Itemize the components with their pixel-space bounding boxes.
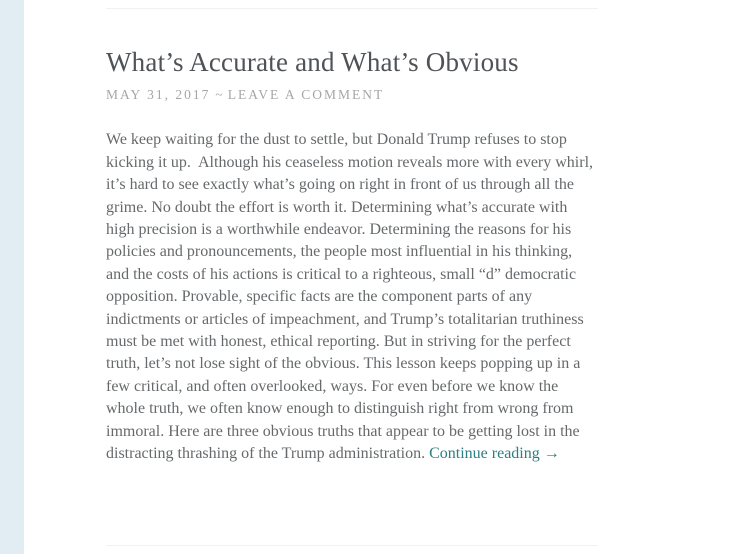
leave-a-comment-link[interactable]: LEAVE A COMMENT	[227, 87, 385, 103]
post-title	[106, 46, 598, 78]
meta-separator: ~	[215, 87, 223, 103]
post-excerpt	[106, 129, 598, 465]
excerpt-text: We keep waiting for the dust to settle, but Donald Trump refuses to stop kicking it up. Although his ceaseless motion reveals more with every whirl, it’s hard to see exactly what’s going on right in front of us through all the grime. No doubt the effort is worth it. Determining what’s accurate with high precision is a worthwhile endeavor. Determining the reasons for his policies and pronouncements, the people most influential in his thinking, and the costs of his actions is critical to a righteous, small “d” democratic opposition. Provable, specific facts are the component parts of any indictments or articles of impeachment, and Trump’s totalitarian truthiness must be met with honest, ethical reporting. But in striving for the perfect truth, let’s not lose sight of the obvious. This lesson keeps popping up in a few critical, and often overlooked, ways. For even before we know the whole truth, we often know enough to distinguish right from wrong from immoral. Here are three obvious truths that appear to be getting lost in the distracting thrashing of the Trump administration.	[106, 131, 594, 463]
arrow-right-icon: →	[543, 445, 560, 463]
continue-reading-link[interactable]	[429, 445, 560, 462]
blog-post-excerpt	[106, 0, 598, 465]
post-separator-bottom	[106, 545, 598, 546]
post-meta	[106, 87, 598, 103]
page-left-gutter	[0, 0, 24, 554]
post-date-link[interactable]: MAY 31, 2017	[106, 87, 211, 103]
continue-reading-label: Continue reading	[429, 445, 540, 463]
post-title-link[interactable]: What’s Accurate and What’s Obvious	[106, 47, 519, 77]
